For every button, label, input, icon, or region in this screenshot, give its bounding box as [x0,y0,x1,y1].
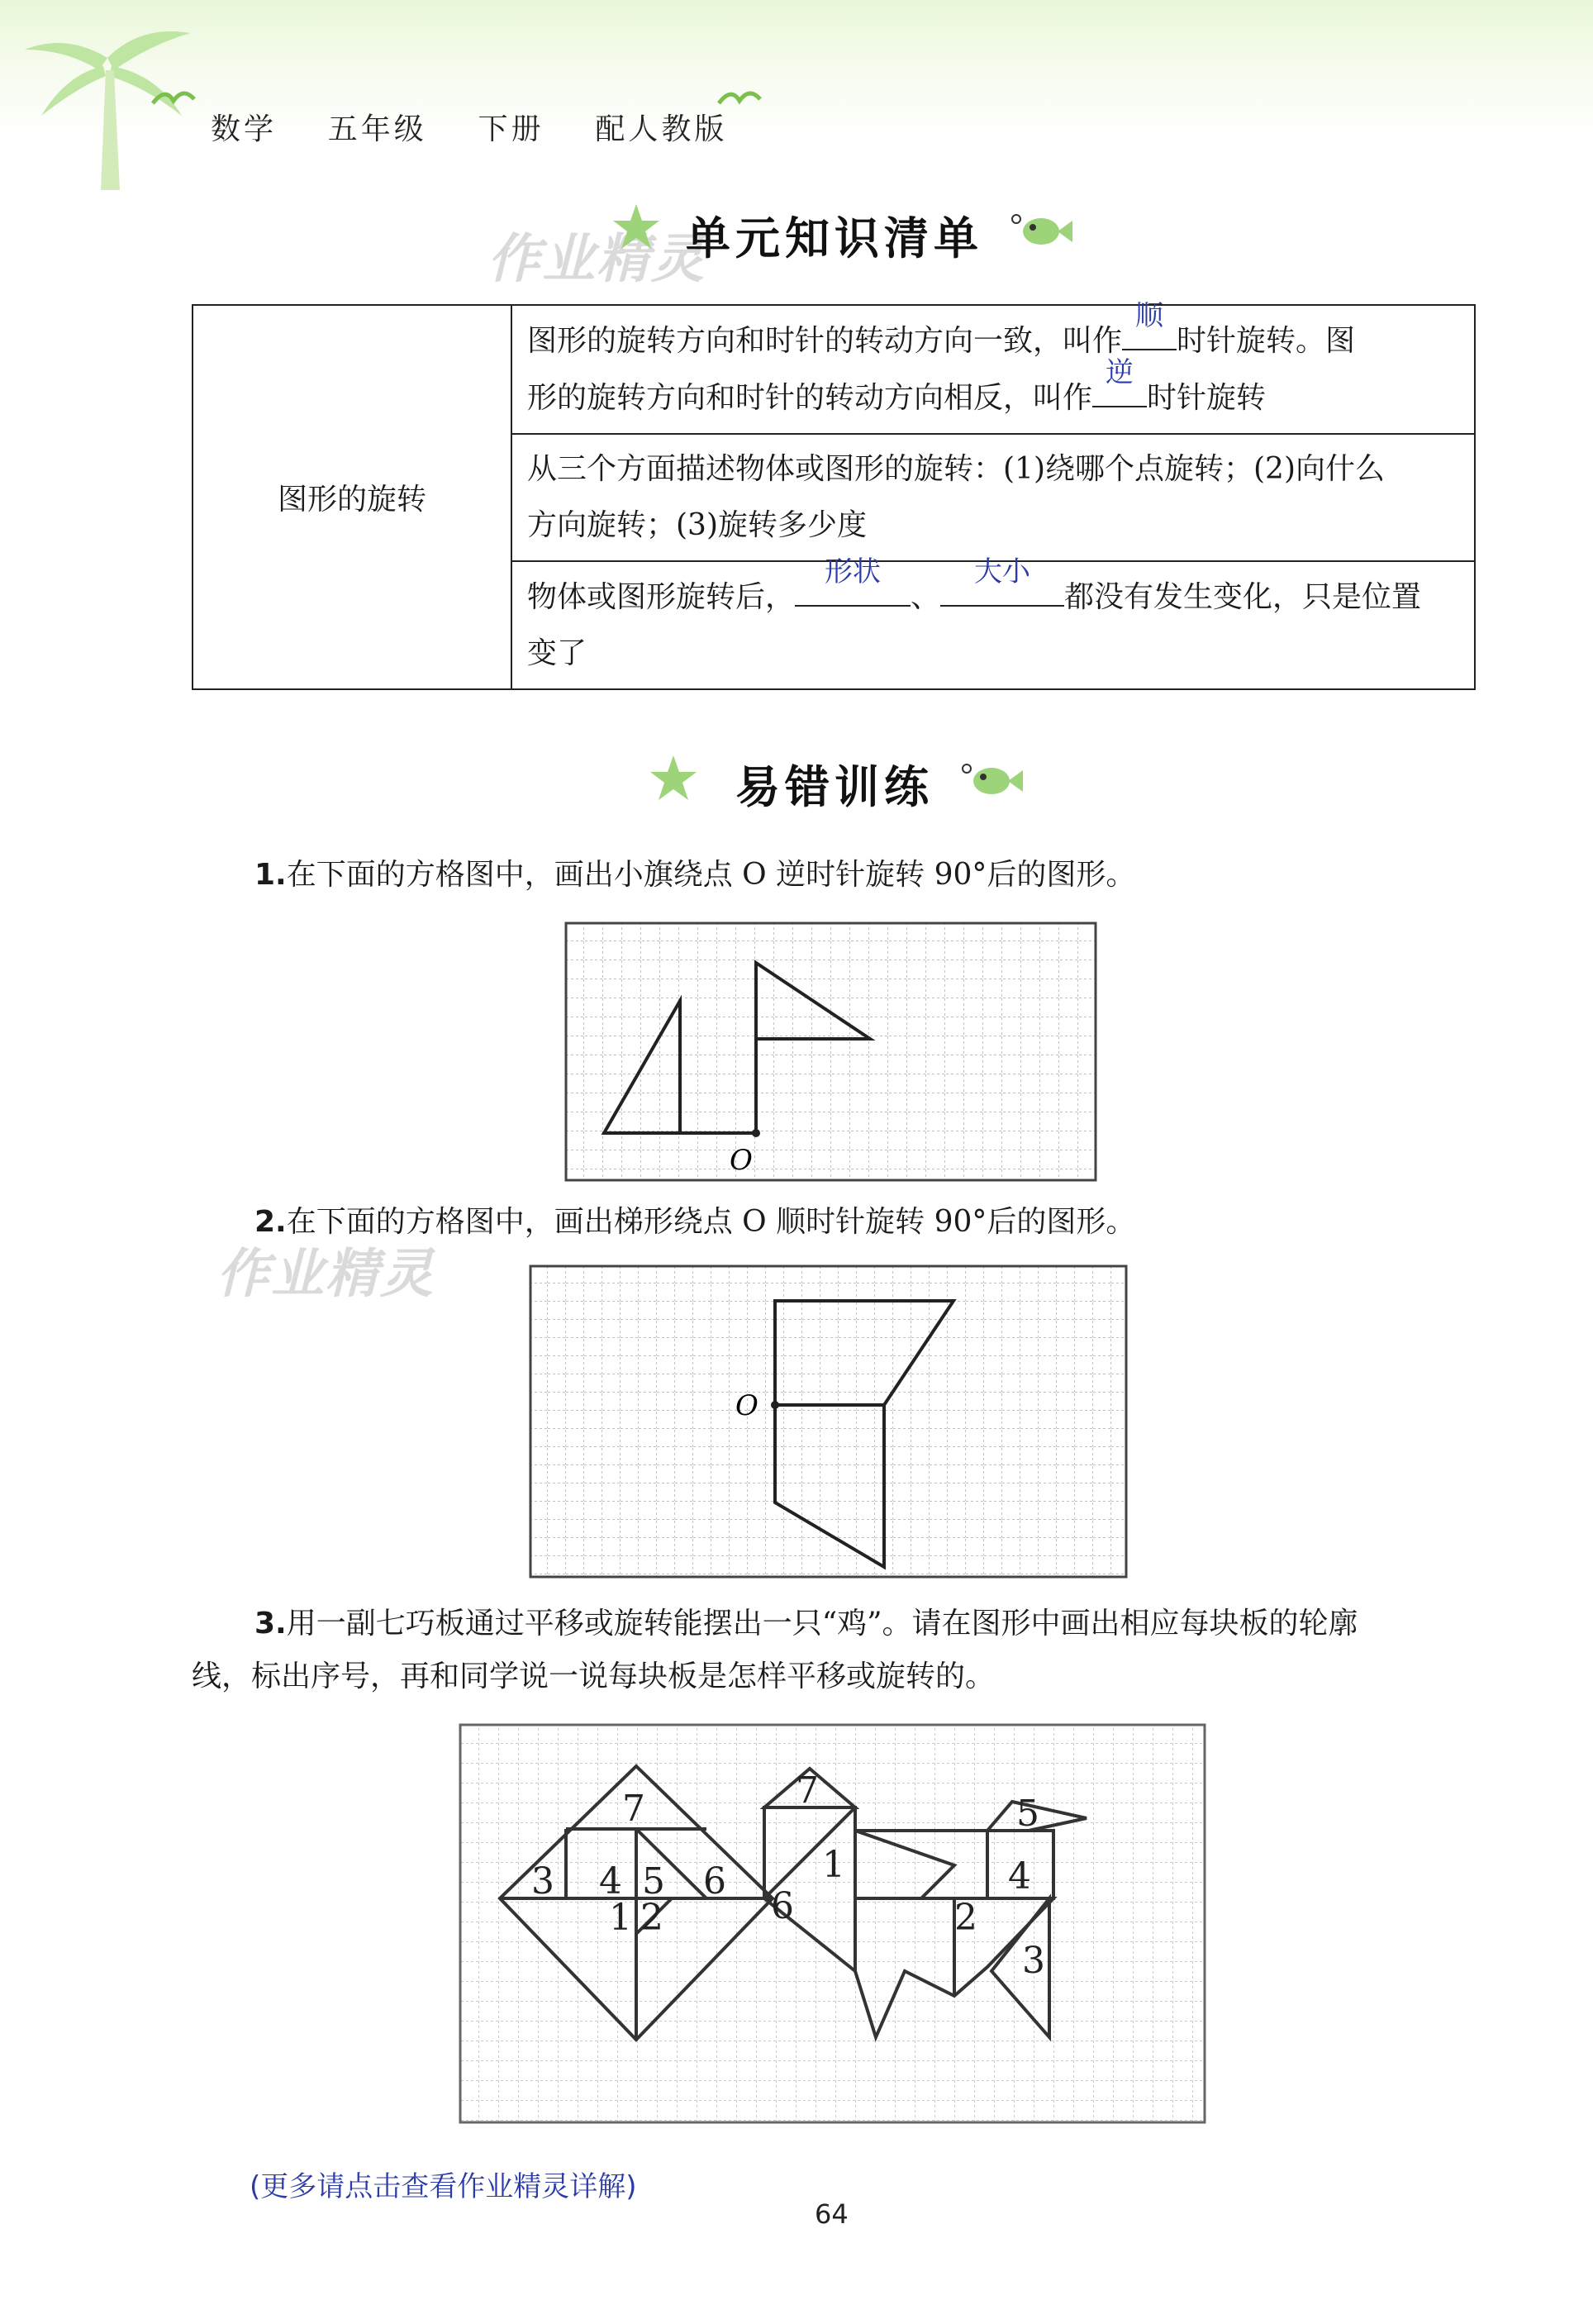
header-subject: 数学 [211,112,278,146]
tangram-label: 6 [703,1860,726,1903]
tangram-label: 1 [609,1897,632,1939]
question-3 [254,1597,1358,1651]
table-row [511,434,1475,561]
tangram-label: 1 [822,1844,845,1886]
row2-line1: 从三个方面描述物体或图形的旋转：(1)绕哪个点旋转；(2)向什么 [527,452,1385,486]
point-o [752,1129,760,1137]
starfish-icon [611,202,661,252]
tangram-label: 2 [640,1897,663,1939]
table-row [511,555,1475,689]
answer-shun: 顺 [1135,299,1164,332]
tangram-label: 3 [531,1860,554,1903]
row1-text-c: 形的旋转方向和时针的转动方向相反，叫作 [527,381,1093,415]
row3-sep: 、 [911,580,941,614]
tangram-label: 5 [1016,1793,1039,1835]
answer-ni: 逆 [1106,356,1134,389]
tangram-label: 3 [1022,1940,1045,1982]
bird-icon [149,83,198,116]
question-1 [254,848,1135,902]
fish-icon [958,752,1025,810]
point-o-label: O [730,1144,753,1177]
knowledge-table [192,299,1476,690]
row3-line2: 变了 [527,636,587,670]
header-grade: 五年级 [327,112,427,146]
tangram-label: 6 [771,1885,794,1927]
answer-size: 大小 [974,555,1031,588]
question-3-line2: 线，标出序号，再和同学说一说每块板是怎样平移或旋转的。 [192,1660,996,1693]
question-2 [254,1195,1135,1250]
grid-figure-flag [564,922,1097,1182]
question-number: 1. [254,858,287,892]
tangram-label: 7 [796,1769,819,1812]
question-text: 在下面的方格图中，画出梯形绕点 O 顺时针旋转 90°后的图形。 [286,1205,1136,1239]
section1-title: 单元知识清单 [686,212,983,264]
tangram-label: 2 [954,1897,977,1939]
header-volume: 下册 [478,112,544,146]
more-details-link[interactable]: (更多请点击查看作业精灵详解) [250,2170,637,2203]
section2-title: 易错训练 [735,761,934,813]
header-edition: 配人教版 [595,112,728,146]
question-text-line1: 用一副七巧板通过平移或旋转能摆出一只“鸡”。请在图形中画出相应每块板的轮廓 [286,1607,1358,1641]
header-info [211,106,727,148]
row3-text-a: 物体或图形旋转后， [527,580,796,614]
row1-text-d: 时针旋转 [1147,381,1267,415]
fish-icon [1008,202,1074,260]
page-number: 64 [815,2198,849,2230]
point-o-label: O [735,1389,758,1422]
tangram-label: 7 [622,1788,645,1830]
table-row [511,299,1475,434]
row1-text-a: 图形的旋转方向和时针的转动方向一致，叫作 [527,324,1123,358]
tangram-label: 5 [642,1860,665,1903]
question-number: 3. [254,1607,287,1641]
grid-figure-trapezoid [529,1264,1128,1579]
answer-shape: 形状 [825,555,882,588]
grid-figure-tangram [459,1723,1206,2124]
answer-blank [1092,356,1147,407]
row2-line2: 方向旋转；(3)旋转多少度 [527,508,867,542]
tangram-label: 4 [1008,1855,1031,1898]
row3-text-b: 都没有发生变化，只是位置 [1064,580,1422,614]
tangram-label: 4 [599,1860,622,1903]
answer-blank [795,555,911,607]
table-topic: 图形的旋转 [193,305,511,689]
row1-text-b: 时针旋转。图 [1177,324,1356,358]
point-o [771,1401,779,1409]
answer-blank [940,555,1064,607]
question-text: 在下面的方格图中，画出小旗绕点 O 逆时针旋转 90°后的图形。 [286,858,1136,892]
watermark: 作业精灵 [216,1244,435,1305]
watermark: 作业精灵 [487,229,706,290]
question-number: 2. [254,1205,287,1239]
starfish-icon [649,754,698,803]
